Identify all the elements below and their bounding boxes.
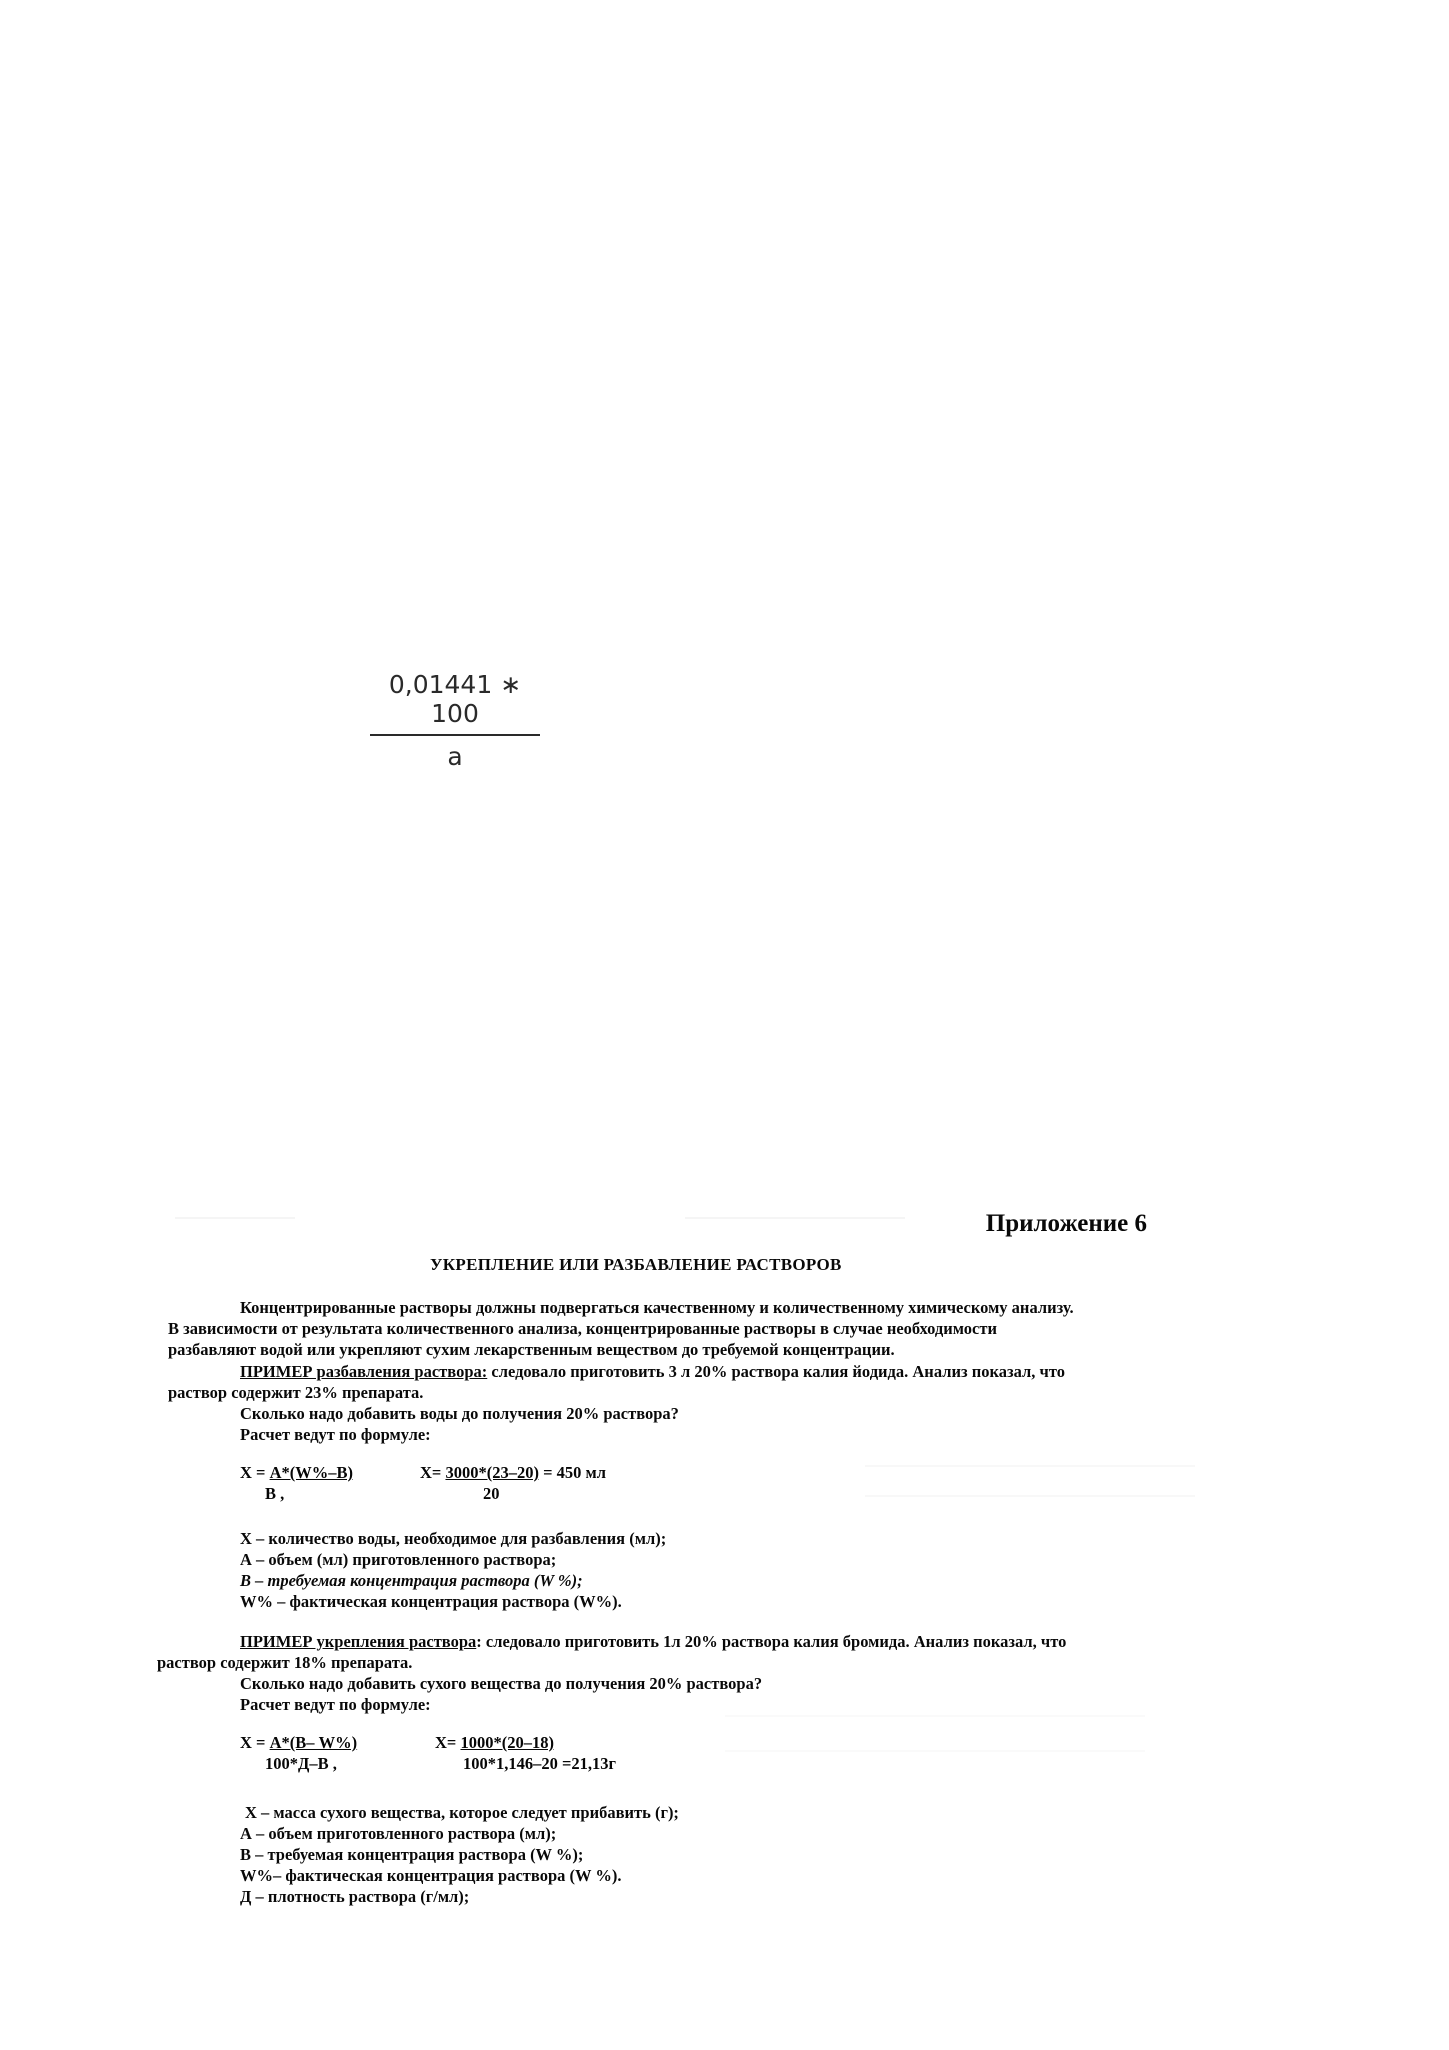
example2-calc-numerator: 1000*(20–18)	[460, 1733, 554, 1752]
example1-question: Сколько надо добавить воды до получения 20% раствора?	[240, 1404, 679, 1423]
example1-legend-item: X – количество воды, необходимое для разбавления (мл);	[240, 1529, 667, 1548]
example2-question: Сколько надо добавить сухого вещества до получения 20% раствора?	[240, 1674, 763, 1693]
top-formula	[370, 670, 540, 771]
example1-label: ПРИМЕР разбавления раствора:	[240, 1362, 488, 1381]
example1-calc: X= 3000*(23–20) = 450 мл	[420, 1463, 606, 1482]
appendix-label: Приложение 6	[985, 1210, 1147, 1237]
bleed-through	[725, 1750, 1145, 1752]
bleed-through	[865, 1465, 1195, 1467]
example1-legend-item: В – требуемая концентрация раствора (W %);	[240, 1571, 583, 1590]
example2-text2: раствор содержит 18% препарата.	[157, 1653, 413, 1672]
example1-text: следовало приготовить 3 л 20% раствора калия йодида. Анализ показал, что	[491, 1362, 1065, 1381]
example1-legend-item: W% – фактическая концентрация раствора (W%).	[240, 1592, 622, 1611]
example2-text: : следовало приготовить 1л 20% раствора калия бромида. Анализ показал, что	[476, 1632, 1067, 1651]
example1-calc-denominator: 20	[483, 1484, 500, 1503]
example2-line	[240, 1632, 1066, 1652]
example1-formula: X = А*(W%–В)	[240, 1463, 353, 1482]
example2-legend-item: W%– фактическая концентрация раствора (W %).	[240, 1866, 622, 1885]
example2-calc: X= 1000*(20–18)	[435, 1733, 554, 1752]
intro-line: В зависимости от результата количественного анализа, концентрированные растворы в случае необходимости	[168, 1319, 997, 1338]
example1-formula-denominator: В ,	[265, 1484, 285, 1503]
example2-legend-item: В – требуемая концентрация раствора (W %);	[240, 1845, 584, 1864]
bleed-through	[685, 1217, 905, 1219]
example2-formula: X = А*(В– W%)	[240, 1733, 358, 1752]
bleed-through	[175, 1217, 295, 1219]
example2-legend-item: Д – плотность раствора (г/мл);	[240, 1887, 470, 1906]
formula-numerator: 0,01441 ∗ 100	[388, 670, 522, 728]
example1-calc-numerator: 3000*(23–20)	[445, 1463, 539, 1482]
example1-legend-item: А – объем (мл) приготовленного раствора;	[240, 1550, 557, 1569]
example2-legend-item: X – масса сухого вещества, которое следует прибавить (г);	[245, 1803, 679, 1822]
intro-line: Концентрированные растворы должны подвергаться качественному и количественному химическому анализу.	[240, 1298, 1074, 1317]
example2-calc-label: Расчет ведут по формуле:	[240, 1695, 431, 1714]
example2-formula-denominator: 100*Д–В ,	[265, 1754, 337, 1773]
intro-line: разбавляют водой или укрепляют сухим лекарственным веществом до требуемой концентрации.	[168, 1340, 895, 1359]
bleed-through	[865, 1495, 1195, 1497]
example1-line	[240, 1362, 1065, 1382]
bleed-through	[725, 1715, 1145, 1717]
section-heading: УКРЕПЛЕНИЕ ИЛИ РАЗБАВЛЕНИЕ РАСТВОРОВ	[430, 1255, 842, 1274]
example2-label: ПРИМЕР укрепления раствора	[240, 1632, 477, 1651]
example1-calc-result: = 450 мл	[538, 1463, 606, 1482]
scanned-page	[157, 1195, 1225, 1955]
example2-calc-denominator: 100*1,146–20 =21,13г	[463, 1754, 617, 1773]
example1-text2: раствор содержит 23% препарата.	[168, 1383, 424, 1402]
example1-formula-numerator: А*(W%–В)	[269, 1463, 353, 1482]
example2-formula-numerator: А*(В– W%)	[269, 1733, 358, 1752]
example1-calc-label: Расчет ведут по формуле:	[240, 1425, 431, 1444]
formula-denominator: a	[447, 742, 463, 771]
example2-legend-item: А – объем приготовленного раствора (мл);	[240, 1824, 557, 1843]
